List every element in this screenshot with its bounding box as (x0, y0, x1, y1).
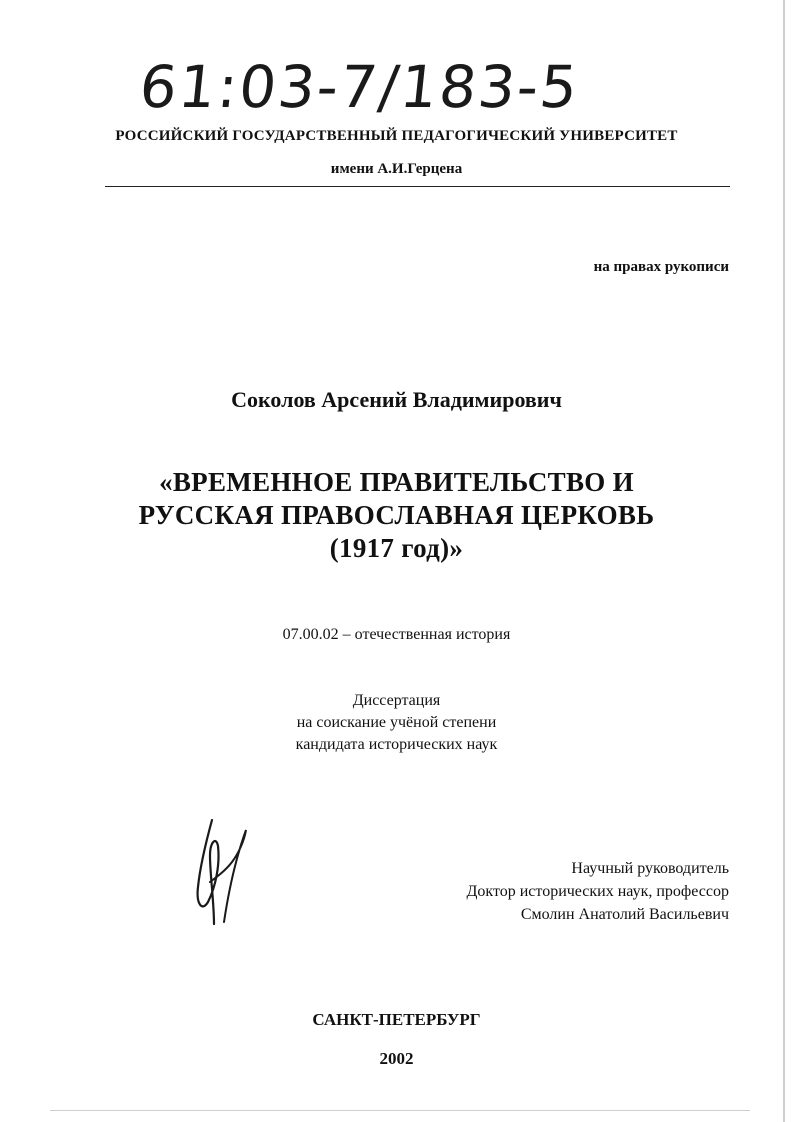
scan-edge-bottom (50, 1110, 750, 1111)
thesis-title-line-2: РУССКАЯ ПРАВОСЛАВНАЯ ЦЕРКОВЬ (138, 500, 655, 530)
scan-edge-right (783, 0, 785, 1122)
author-name: Соколов Арсений Владимирович (231, 387, 562, 412)
city: САНКТ-ПЕТЕРБУРГ (312, 1010, 481, 1029)
dissertation-line-2: на соискание учёной степени (296, 714, 497, 731)
handwritten-archive-code: 61:03-7/183-5 (136, 53, 583, 121)
thesis-title-line-1: «ВРЕМЕННОЕ ПРАВИТЕЛЬСТВО И (159, 467, 634, 497)
manuscript-note: на правах рукописи (593, 259, 729, 275)
university-name: РОССИЙСКИЙ ГОСУДАРСТВЕННЫЙ ПЕДАГОГИЧЕСКИЙ УНИВЕРСИТЕТ (115, 128, 678, 144)
supervisor-role: Научный руководитель (571, 860, 729, 877)
dissertation-line-3: кандидата исторических наук (295, 736, 498, 753)
dissertation-line-1: Диссертация (352, 692, 441, 709)
university-named-after: имени А.И.Герцена (330, 161, 463, 177)
specialty-code: 07.00.02 – отечественная история (282, 626, 511, 643)
supervisor-degree: Доктор исторических наук, профессор (466, 883, 729, 900)
header-divider (105, 186, 730, 187)
year: 2002 (379, 1049, 414, 1068)
supervisor-name: Смолин Анатолий Васильевич (520, 906, 729, 923)
thesis-title-line-3: (1917 год)» (329, 533, 464, 563)
signature (180, 812, 260, 932)
